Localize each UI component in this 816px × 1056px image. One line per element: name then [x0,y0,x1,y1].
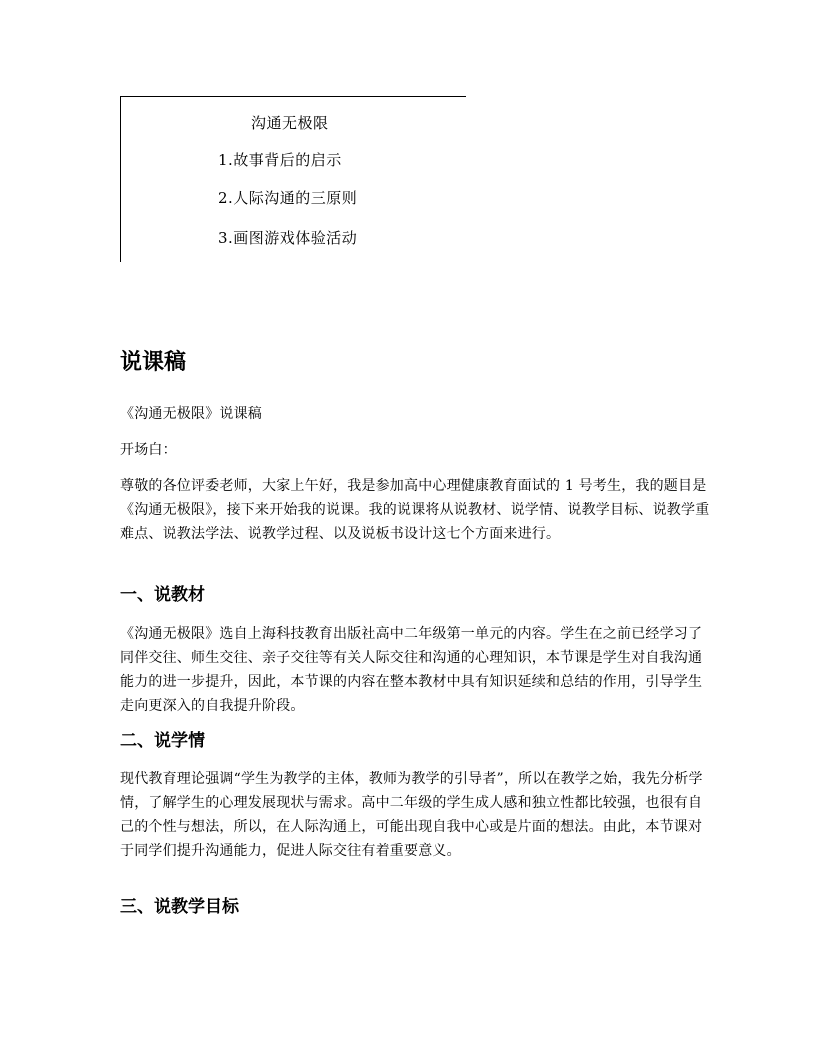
section-heading-objectives: 三、说教学目标 [120,897,239,917]
blackboard-item-2: 2.人际沟通的三原则 [218,189,358,207]
document-title: 说课稿 [120,350,187,375]
blackboard-item-3: 3.画图游戏体验活动 [218,229,358,247]
blackboard-design-box [120,96,466,262]
blackboard-item-1: 1.故事背后的启示 [218,151,342,169]
section-heading-students: 二、说学情 [120,731,205,751]
opening-paragraph: 尊敬的各位评委老师，大家上午好，我是参加高中心理健康教育面试的 1 号考生，我的题目是《沟通无极限》，接下来开始我的说课。我的说课将从说教材、说学情、说教学目标、说教学重难点、说教法学法、说教学过程、以及说板书设计这七个方面来进行。 [120,478,710,542]
blackboard-title: 沟通无极限 [251,114,329,132]
opening-label: 开场白： [120,442,177,458]
document-subtitle: 《沟通无极限》说课稿 [120,406,262,422]
section-paragraph-textbook: 《沟通无极限》选自上海科技教育出版社高中二年级第一单元的内容。学生在之前已经学习了同伴交往、师生交往、亲子交往等有关人际交往和沟通的心理知识，本节课是学生对自我沟通能力的进一步提升，因此，本节课的内容在整本教材中具有知识延续和总结的作用，引导学生走向更深入的自我提升阶段。 [120,626,703,714]
section-paragraph-students: 现代教育理论强调“学生为教学的主体，教师为教学的引导者”，所以在教学之始，我先分析学情，了解学生的心理发展现状与需求。高中二年级的学生成人感和独立性都比较强，也很有自己的个性与想法，所以，在人际沟通上，可能出现自我中心或是片面的想法。由此，本节课对于同学们提升沟通能力，促进人际交往有着重要意义。 [120,771,703,859]
section-heading-textbook: 一、说教材 [120,585,205,605]
